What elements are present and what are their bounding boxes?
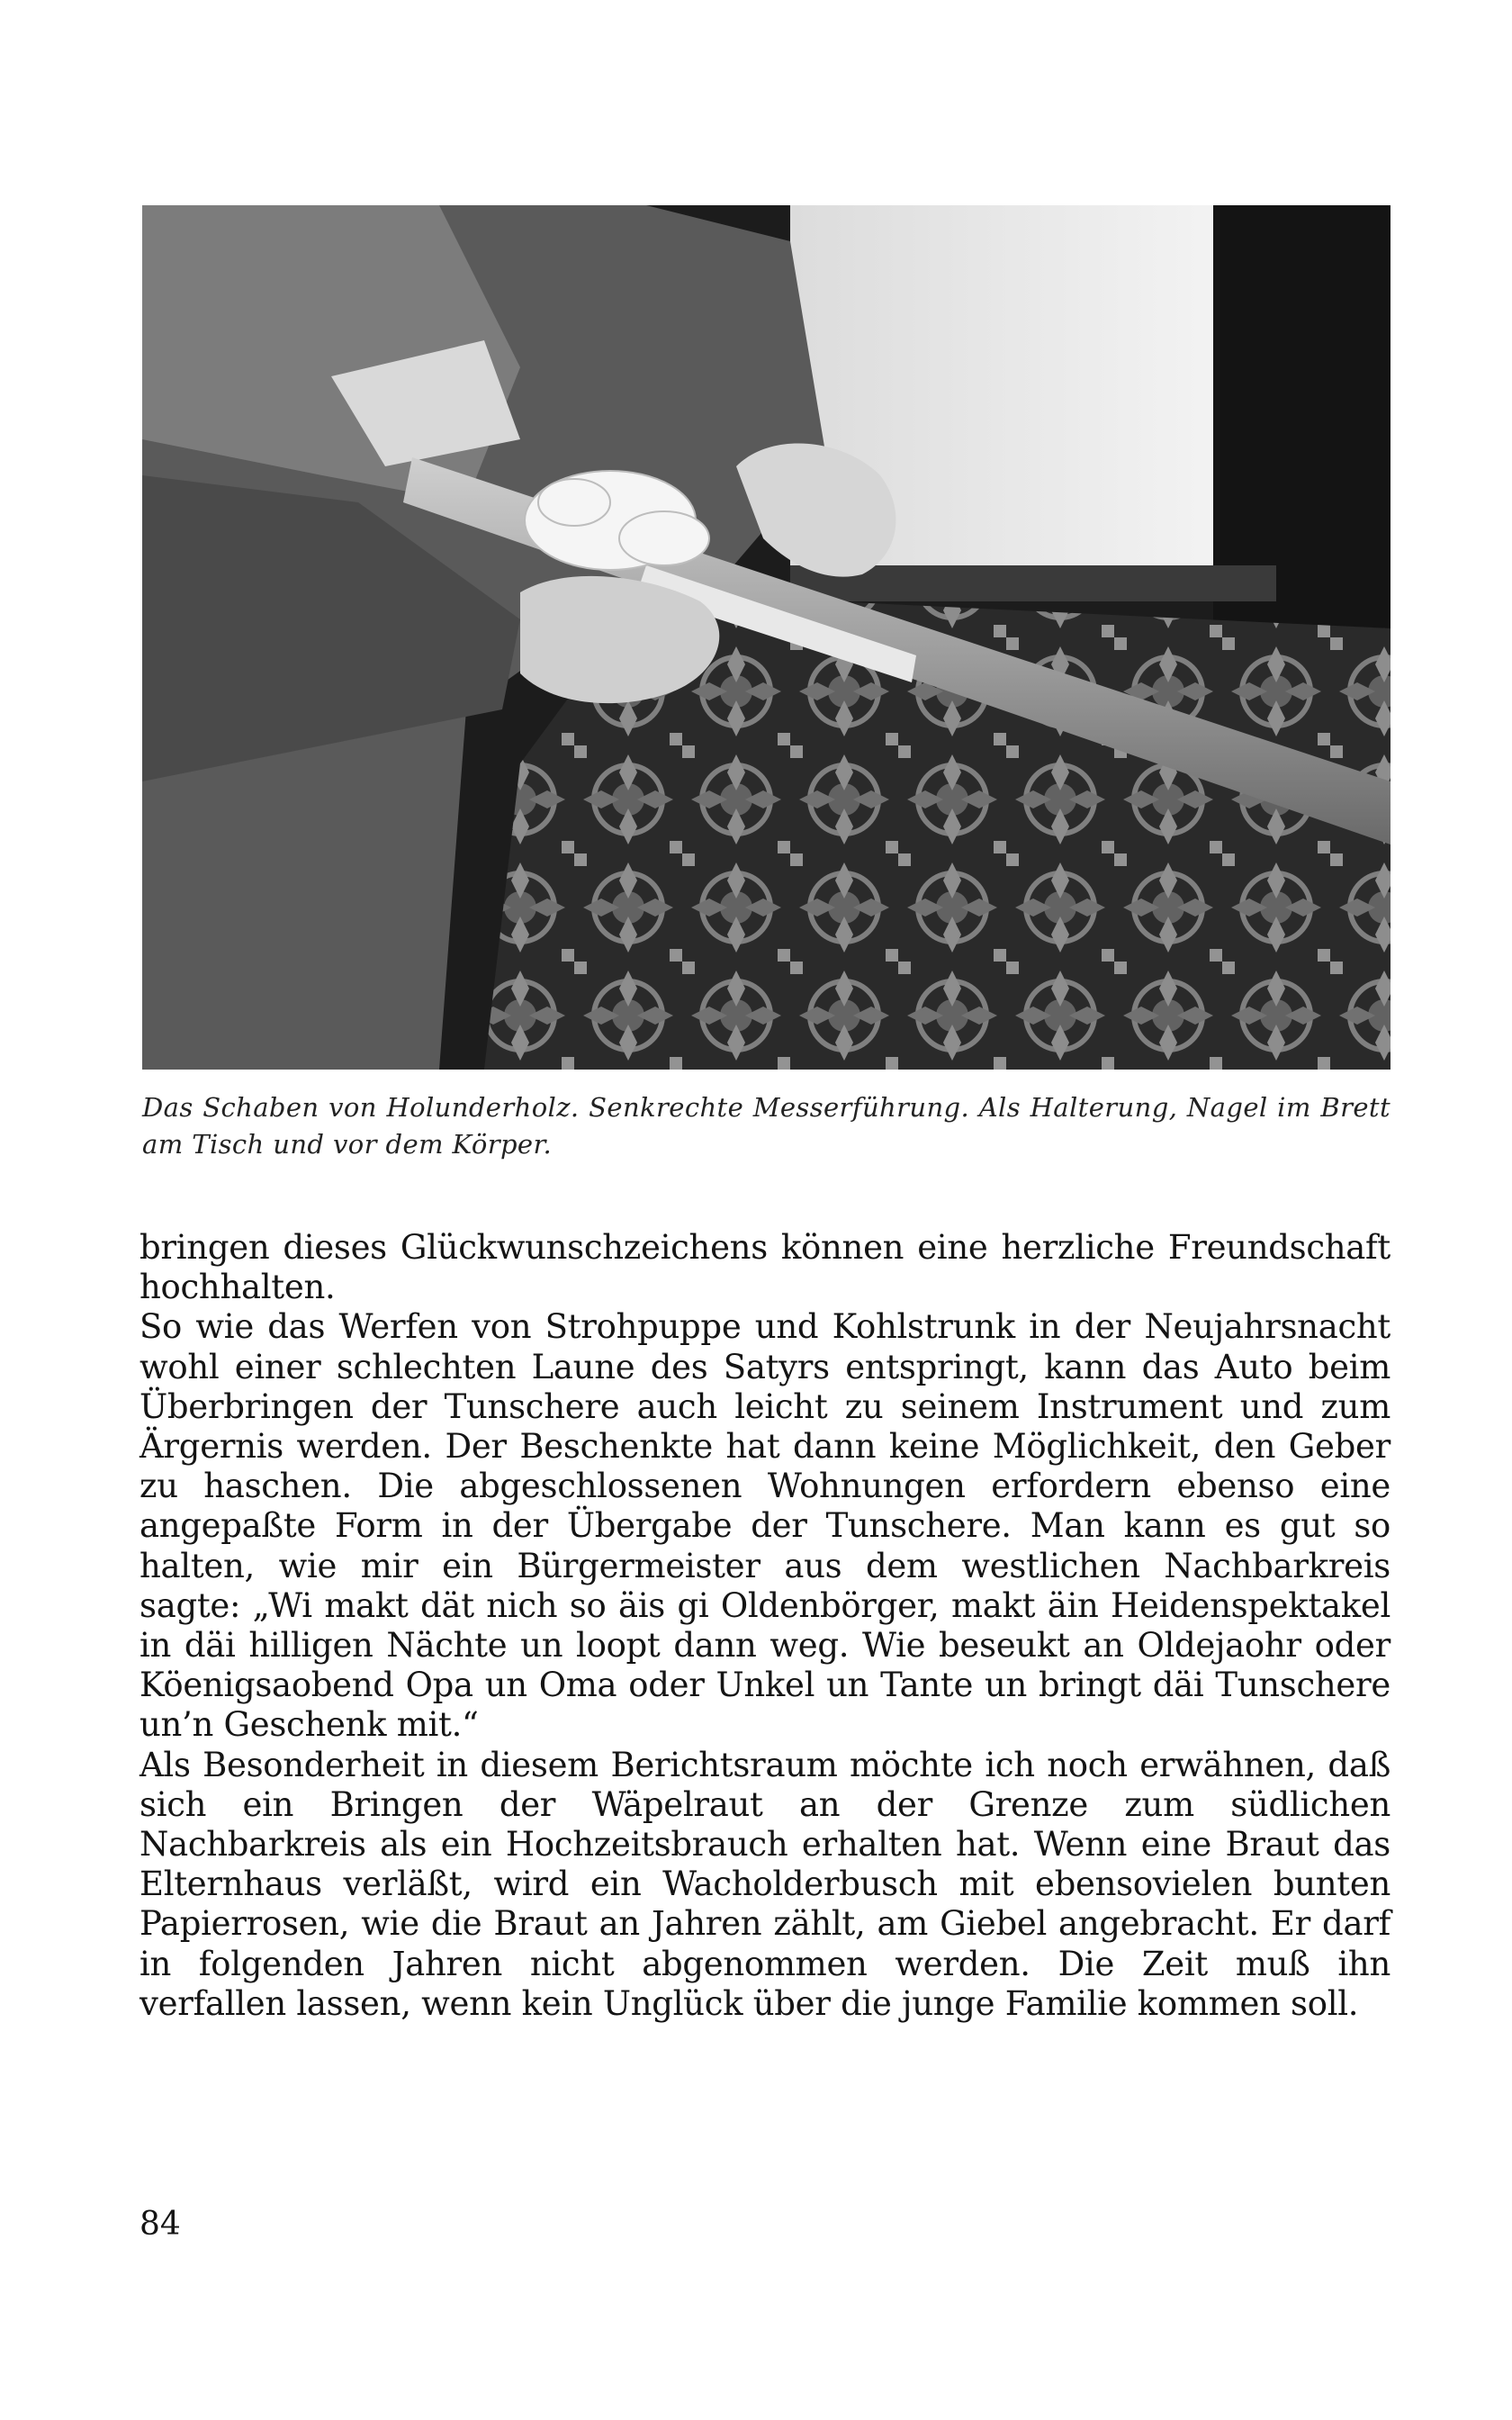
paragraph: So wie das Werfen von Strohpuppe und Kohlstrunk in der Neujahrsnacht wohl einer schlechten Laune des Satyrs entspringt, kann das Auto beim Überbringen der Tunschere auch leicht zu seinem Instrument und zum Ärgernis werden. Der Beschenkte hat dann keine Möglichkeit, den Geber zu haschen. Die abgeschlossenen Wohnungen erfordern ebenso eine angepaßte Form in der Übergabe der Tunschere. Man kann es gut so halten, wie mir ein Bürgermeister aus dem westlichen Nachbarkreis sagte: „Wi makt dät nich so äis gi Oldenbörger, makt äin Heidenspektakel in däi hilligen Nächte un loopt dann weg. Wie beseukt an Oldejaohr oder Köenigsaobend Opa un Oma oder Unkel un Tante un bringt däi Tunschere un’n Geschenk mit.“ (140, 1307, 1390, 1745)
paragraph: bringen dieses Glückwunschzeichens können eine herzliche Freundschaft hochhalten. (140, 1228, 1390, 1307)
page-number: 84 (140, 2206, 181, 2243)
paragraph: Als Besonderheit in diesem Berichtsraum möchte ich noch erwähnen, daß sich ein Bringen der Wäpelraut an der Grenze zum südlichen Nachbarkreis als ein Hochzeitsbrauch erhalten hat. Wenn eine Braut das Elternhaus verläßt, wird ein Wacholderbusch mit ebensovielen bunten Papierrosen, wie die Braut an Jahren zählt, am Giebel angebracht. Er darf in folgenden Jahren nicht abgenommen werden. Die Zeit muß ihn verfallen lassen, wenn kein Unglück über die junge Familie kommen soll. (140, 1745, 1390, 2023)
photograph-elder-wood-scraping (142, 205, 1390, 1070)
figure-caption: Das Schaben von Holunderholz. Senkrechte Messerführung. Als Halterung, Nagel im Brett am Tisch und vor dem Körper. (142, 1092, 1390, 1160)
body-text (140, 1228, 1390, 2024)
